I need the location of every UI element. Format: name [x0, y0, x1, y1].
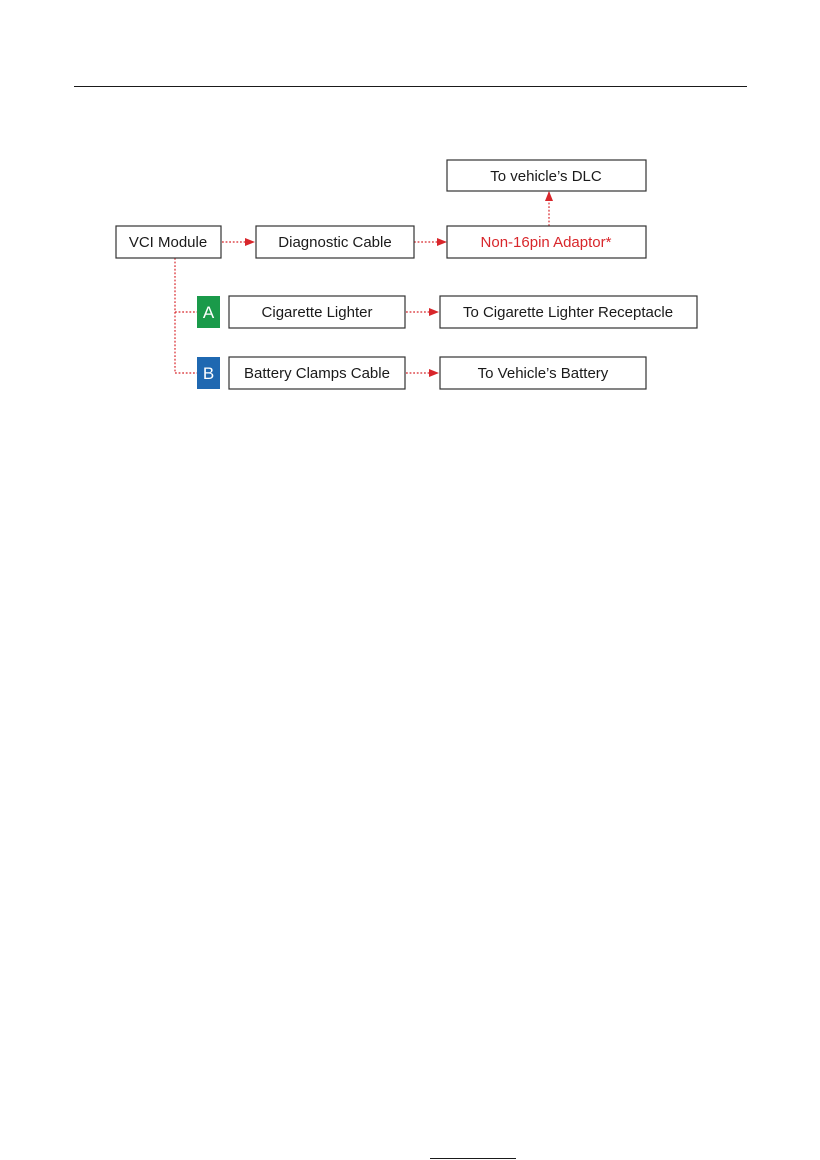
- node-non16pin-adaptor: [447, 226, 646, 258]
- badge-b-letter: B: [202, 364, 215, 383]
- node-diagnostic-cable: [256, 226, 414, 258]
- node-non16pin-adaptor-label: Non-16pin Adaptor*: [480, 234, 612, 251]
- node-cigarette-lighter: [229, 296, 405, 328]
- node-vehicle-dlc: [447, 160, 646, 191]
- node-vehicle-battery-label: To Vehicle’s Battery: [477, 365, 609, 382]
- node-battery-clamps: [229, 357, 405, 389]
- badge-a-letter: A: [202, 303, 215, 322]
- node-cigarette-receptacle: [440, 296, 697, 328]
- footer-rule-segment: [430, 1158, 516, 1159]
- node-diagnostic-cable-label: Diagnostic Cable: [278, 234, 392, 251]
- node-cigarette-receptacle-label: To Cigarette Lighter Receptacle: [462, 304, 674, 321]
- node-battery-clamps-label: Battery Clamps Cable: [244, 365, 390, 382]
- badge-b: [197, 357, 220, 389]
- node-vehicle-battery: [440, 357, 646, 389]
- node-vci-module: [116, 226, 221, 258]
- node-vehicle-dlc-label: To vehicle’s DLC: [490, 168, 602, 185]
- node-vci-module-label: VCI Module: [128, 234, 208, 251]
- badge-a: [197, 296, 220, 328]
- connectors: [175, 192, 549, 373]
- node-cigarette-lighter-label: Cigarette Lighter: [261, 304, 373, 321]
